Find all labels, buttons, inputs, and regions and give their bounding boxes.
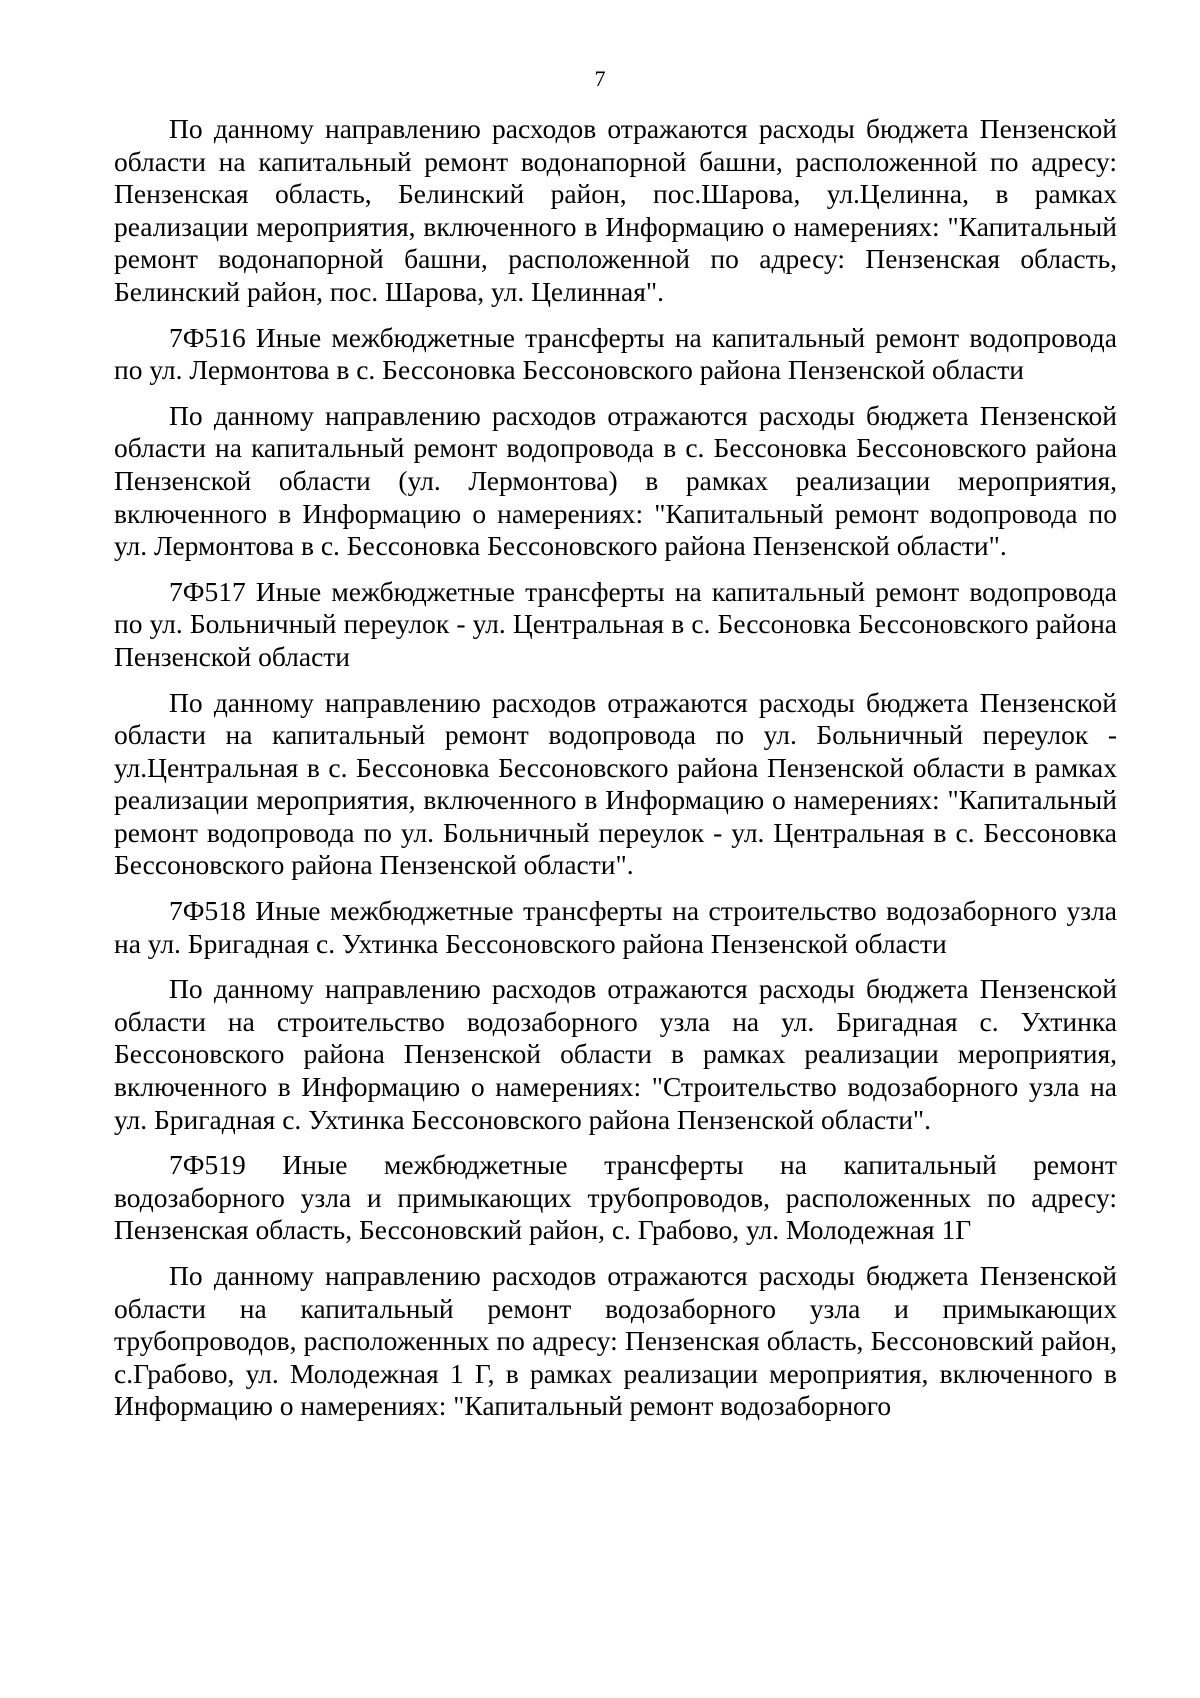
paragraph-7f517-description: По данному направлению расходов отражаются расходы бюджета Пензенской области на капитальный ремонт водопровода по ул. Больничный переулок - ул.Центральная в с. Бессоновка Бессоновского района Пензенской области в рамках реализации мероприятия, включенного в Информацию о намерениях: "Капитальный ремонт водопровода по ул. Больничный переулок - ул. Центральная в с. Бессоновка Бессоновского района Пензенской области". [114, 686, 1117, 881]
paragraph-intro-water-tower: По данному направлению расходов отражаются расходы бюджета Пензенской области на капитальный ремонт водонапорной башни, расположенной по адресу: Пензенская область, Белинский район, пос.Шарова, ул.Целинна, в рамках реализации мероприятия, включенного в Информацию о намерениях: "Капитальный ремонт водонапорной башни, расположенной по адресу: Пензенская область, Белинский район, пос. Шарова, ул. Целинная". [114, 113, 1117, 307]
paragraph-7f519-description: По данному направлению расходов отражаются расходы бюджета Пензенской области на капитальный ремонт водозаборного узла и примыкающих трубопроводов, расположенных по адресу: Пензенская область, Бессоновский район, с.Грабово, ул. Молодежная 1 Г, в рамках реализации мероприятия, включенного в Информацию о намерениях: "Капитальный ремонт водозаборного [114, 1260, 1117, 1422]
paragraph-code-7f517: 7Ф517 Иные межбюджетные трансферты на капитальный ремонт водопровода по ул. Больничный переулок - ул. Центральная в с. Бессоновка Бессоновского района Пензенской области [114, 575, 1117, 672]
paragraph-code-7f518: 7Ф518 Иные межбюджетные трансферты на строительство водозаборного узла на ул. Бригадная с. Ухтинка Бессоновского района Пензенской области [114, 895, 1117, 959]
paragraph-7f516-description: По данному направлению расходов отражаются расходы бюджета Пензенской области на капитальный ремонт водопровода в с. Бессоновка Бессоновского района Пензенской области (ул. Лермонтова) в рамках реализации мероприятия, включенного в Информацию о намерениях: "Капитальный ремонт водопровода по ул. Лермонтова в с. Бессоновка Бессоновского района Пензенской области". [114, 399, 1117, 562]
paragraph-7f518-description: По данному направлению расходов отражаются расходы бюджета Пензенской области на строительство водозаборного узла на ул. Бригадная с. Ухтинка Бессоновского района Пензенской области в рамках реализации мероприятия, включенного в Информацию о намерениях: "Строительство водозаборного узла на ул. Бригадная с. Ухтинка Бессоновского района Пензенской области". [114, 973, 1117, 1135]
paragraph-code-7f516: 7Ф516 Иные межбюджетные трансферты на капитальный ремонт водопровода по ул. Лермонтова в с. Бессоновка Бессоновского района Пензенской области [114, 321, 1117, 386]
document-body [114, 113, 1117, 1423]
paragraph-code-7f519: 7Ф519 Иные межбюджетные трансферты на капитальный ремонт водозаборного узла и примыкающих трубопроводов, расположенных по адресу: Пензенская область, Бессоновский район, с. Грабово, ул. Молодежная 1Г [114, 1149, 1117, 1246]
page-number: 7 [594, 66, 606, 91]
